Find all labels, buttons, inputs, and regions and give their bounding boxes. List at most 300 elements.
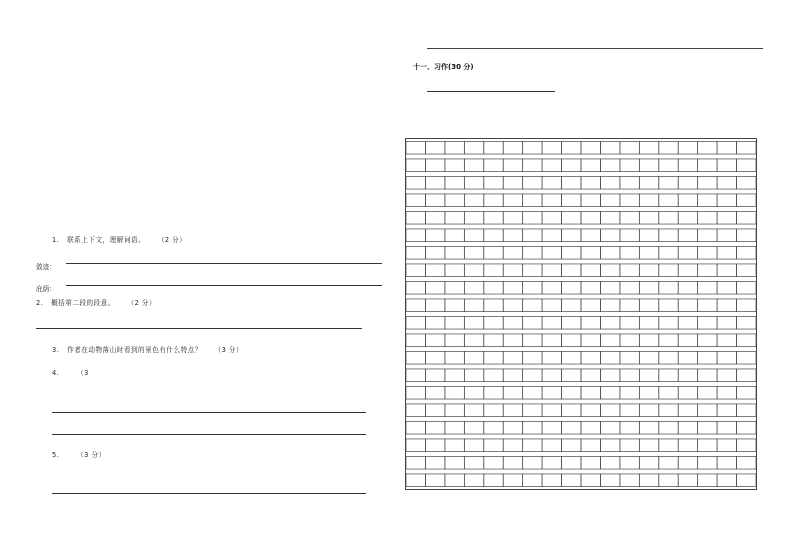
- grid-cell[interactable]: [639, 334, 658, 347]
- grid-cell[interactable]: [562, 316, 581, 329]
- answer-line-q5[interactable]: [52, 493, 366, 494]
- grid-cell[interactable]: [503, 351, 522, 364]
- grid-cell[interactable]: [620, 246, 639, 259]
- grid-cell[interactable]: [425, 281, 444, 294]
- grid-cell[interactable]: [562, 421, 581, 434]
- grid-cell[interactable]: [464, 316, 483, 329]
- grid-cell[interactable]: [659, 159, 678, 172]
- grid-cell[interactable]: [737, 316, 756, 329]
- grid-cell[interactable]: [581, 316, 600, 329]
- grid-cell[interactable]: [523, 369, 542, 382]
- grid-cell[interactable]: [464, 159, 483, 172]
- grid-cell[interactable]: [717, 404, 736, 417]
- grid-cell[interactable]: [717, 299, 736, 312]
- grid-cell[interactable]: [678, 211, 697, 224]
- grid-cell[interactable]: [698, 264, 717, 277]
- grid-cell[interactable]: [659, 246, 678, 259]
- grid-cell[interactable]: [464, 211, 483, 224]
- grid-cell[interactable]: [581, 386, 600, 399]
- grid-cell[interactable]: [737, 351, 756, 364]
- vocab-answer-line-2[interactable]: [66, 285, 382, 286]
- grid-cell[interactable]: [445, 421, 464, 434]
- grid-cell[interactable]: [620, 439, 639, 452]
- grid-cell[interactable]: [737, 299, 756, 312]
- grid-cell[interactable]: [620, 456, 639, 469]
- grid-cell[interactable]: [503, 299, 522, 312]
- grid-cell[interactable]: [542, 229, 561, 242]
- grid-cell[interactable]: [620, 141, 639, 154]
- grid-cell[interactable]: [737, 194, 756, 207]
- grid-cell[interactable]: [562, 159, 581, 172]
- grid-cell[interactable]: [425, 194, 444, 207]
- grid-cell[interactable]: [523, 456, 542, 469]
- grid-cell[interactable]: [600, 439, 619, 452]
- grid-cell[interactable]: [659, 141, 678, 154]
- grid-cell[interactable]: [581, 211, 600, 224]
- grid-cell[interactable]: [737, 141, 756, 154]
- grid-cell[interactable]: [659, 369, 678, 382]
- grid-cell[interactable]: [639, 474, 658, 487]
- grid-cell[interactable]: [581, 229, 600, 242]
- grid-cell[interactable]: [678, 474, 697, 487]
- grid-cell[interactable]: [678, 334, 697, 347]
- grid-cell[interactable]: [406, 386, 425, 399]
- grid-cell[interactable]: [523, 404, 542, 417]
- grid-cell[interactable]: [717, 211, 736, 224]
- grid-cell[interactable]: [445, 474, 464, 487]
- grid-cell[interactable]: [737, 211, 756, 224]
- grid-cell[interactable]: [523, 421, 542, 434]
- grid-cell[interactable]: [698, 229, 717, 242]
- grid-cell[interactable]: [406, 369, 425, 382]
- grid-cell[interactable]: [425, 404, 444, 417]
- grid-cell[interactable]: [523, 386, 542, 399]
- grid-cell[interactable]: [581, 246, 600, 259]
- grid-cell[interactable]: [600, 474, 619, 487]
- grid-cell[interactable]: [425, 474, 444, 487]
- grid-cell[interactable]: [581, 474, 600, 487]
- grid-cell[interactable]: [562, 386, 581, 399]
- grid-cell[interactable]: [542, 474, 561, 487]
- grid-cell[interactable]: [717, 474, 736, 487]
- grid-cell[interactable]: [542, 159, 561, 172]
- grid-cell[interactable]: [737, 421, 756, 434]
- grid-cell[interactable]: [659, 176, 678, 189]
- grid-cell[interactable]: [464, 439, 483, 452]
- answer-line-q2[interactable]: [36, 328, 362, 329]
- grid-cell[interactable]: [620, 386, 639, 399]
- grid-cell[interactable]: [600, 246, 619, 259]
- grid-cell[interactable]: [542, 264, 561, 277]
- grid-cell[interactable]: [600, 229, 619, 242]
- grid-cell[interactable]: [464, 334, 483, 347]
- grid-cell[interactable]: [562, 456, 581, 469]
- grid-cell[interactable]: [542, 456, 561, 469]
- grid-cell[interactable]: [562, 281, 581, 294]
- grid-cell[interactable]: [639, 141, 658, 154]
- grid-cell[interactable]: [620, 281, 639, 294]
- grid-cell[interactable]: [464, 194, 483, 207]
- grid-cell[interactable]: [406, 159, 425, 172]
- grid-cell[interactable]: [425, 211, 444, 224]
- grid-cell[interactable]: [698, 351, 717, 364]
- grid-cell[interactable]: [445, 264, 464, 277]
- grid-cell[interactable]: [464, 246, 483, 259]
- grid-cell[interactable]: [737, 281, 756, 294]
- grid-cell[interactable]: [678, 229, 697, 242]
- grid-cell[interactable]: [581, 439, 600, 452]
- grid-cell[interactable]: [678, 404, 697, 417]
- grid-cell[interactable]: [503, 334, 522, 347]
- grid-cell[interactable]: [562, 176, 581, 189]
- grid-cell[interactable]: [678, 159, 697, 172]
- grid-cell[interactable]: [464, 369, 483, 382]
- grid-cell[interactable]: [717, 351, 736, 364]
- grid-cell[interactable]: [484, 281, 503, 294]
- grid-cell[interactable]: [464, 421, 483, 434]
- grid-cell[interactable]: [581, 421, 600, 434]
- grid-cell[interactable]: [600, 386, 619, 399]
- grid-cell[interactable]: [717, 176, 736, 189]
- grid-cell[interactable]: [659, 299, 678, 312]
- grid-cell[interactable]: [464, 299, 483, 312]
- grid-cell[interactable]: [737, 176, 756, 189]
- grid-cell[interactable]: [406, 246, 425, 259]
- grid-cell[interactable]: [542, 334, 561, 347]
- grid-cell[interactable]: [737, 369, 756, 382]
- grid-cell[interactable]: [406, 474, 425, 487]
- grid-cell[interactable]: [678, 369, 697, 382]
- grid-cell[interactable]: [600, 334, 619, 347]
- grid-cell[interactable]: [698, 281, 717, 294]
- grid-cell[interactable]: [600, 316, 619, 329]
- grid-cell[interactable]: [678, 246, 697, 259]
- grid-cell[interactable]: [445, 334, 464, 347]
- grid-cell[interactable]: [445, 439, 464, 452]
- grid-cell[interactable]: [659, 386, 678, 399]
- grid-cell[interactable]: [581, 334, 600, 347]
- grid-cell[interactable]: [600, 211, 619, 224]
- grid-cell[interactable]: [445, 281, 464, 294]
- grid-cell[interactable]: [523, 439, 542, 452]
- grid-cell[interactable]: [698, 159, 717, 172]
- grid-cell[interactable]: [678, 456, 697, 469]
- grid-cell[interactable]: [581, 456, 600, 469]
- grid-cell[interactable]: [406, 299, 425, 312]
- grid-cell[interactable]: [639, 404, 658, 417]
- grid-cell[interactable]: [406, 421, 425, 434]
- grid-cell[interactable]: [425, 351, 444, 364]
- grid-cell[interactable]: [523, 474, 542, 487]
- grid-cell[interactable]: [737, 159, 756, 172]
- grid-cell[interactable]: [581, 141, 600, 154]
- grid-cell[interactable]: [562, 229, 581, 242]
- grid-cell[interactable]: [698, 176, 717, 189]
- grid-cell[interactable]: [639, 246, 658, 259]
- grid-cell[interactable]: [639, 299, 658, 312]
- grid-cell[interactable]: [737, 456, 756, 469]
- grid-cell[interactable]: [620, 264, 639, 277]
- grid-cell[interactable]: [425, 439, 444, 452]
- grid-cell[interactable]: [659, 194, 678, 207]
- grid-cell[interactable]: [659, 421, 678, 434]
- grid-cell[interactable]: [562, 211, 581, 224]
- grid-cell[interactable]: [484, 421, 503, 434]
- grid-cell[interactable]: [484, 211, 503, 224]
- grid-cell[interactable]: [484, 439, 503, 452]
- answer-line-q4-1[interactable]: [52, 412, 366, 413]
- grid-cell[interactable]: [717, 421, 736, 434]
- grid-cell[interactable]: [639, 386, 658, 399]
- grid-cell[interactable]: [639, 211, 658, 224]
- grid-cell[interactable]: [717, 229, 736, 242]
- grid-cell[interactable]: [503, 369, 522, 382]
- grid-cell[interactable]: [542, 421, 561, 434]
- grid-cell[interactable]: [484, 299, 503, 312]
- grid-cell[interactable]: [678, 299, 697, 312]
- grid-cell[interactable]: [523, 334, 542, 347]
- grid-cell[interactable]: [425, 299, 444, 312]
- grid-cell[interactable]: [698, 334, 717, 347]
- grid-cell[interactable]: [503, 316, 522, 329]
- grid-cell[interactable]: [523, 194, 542, 207]
- grid-cell[interactable]: [581, 404, 600, 417]
- grid-cell[interactable]: [484, 369, 503, 382]
- grid-cell[interactable]: [523, 229, 542, 242]
- top-answer-line[interactable]: [427, 48, 763, 49]
- grid-cell[interactable]: [484, 351, 503, 364]
- grid-cell[interactable]: [698, 474, 717, 487]
- grid-cell[interactable]: [737, 386, 756, 399]
- grid-cell[interactable]: [620, 299, 639, 312]
- grid-cell[interactable]: [425, 456, 444, 469]
- grid-cell[interactable]: [717, 141, 736, 154]
- grid-cell[interactable]: [464, 351, 483, 364]
- grid-cell[interactable]: [484, 316, 503, 329]
- grid-cell[interactable]: [678, 281, 697, 294]
- grid-cell[interactable]: [425, 159, 444, 172]
- grid-cell[interactable]: [659, 351, 678, 364]
- grid-cell[interactable]: [484, 141, 503, 154]
- grid-cell[interactable]: [717, 334, 736, 347]
- grid-cell[interactable]: [678, 176, 697, 189]
- grid-cell[interactable]: [542, 141, 561, 154]
- grid-cell[interactable]: [717, 246, 736, 259]
- grid-cell[interactable]: [562, 404, 581, 417]
- writing-grid[interactable]: [405, 138, 757, 490]
- grid-cell[interactable]: [620, 211, 639, 224]
- grid-cell[interactable]: [639, 264, 658, 277]
- grid-cell[interactable]: [464, 474, 483, 487]
- grid-cell[interactable]: [737, 229, 756, 242]
- grid-cell[interactable]: [600, 159, 619, 172]
- grid-cell[interactable]: [542, 211, 561, 224]
- grid-cell[interactable]: [503, 176, 522, 189]
- grid-cell[interactable]: [600, 264, 619, 277]
- grid-cell[interactable]: [464, 404, 483, 417]
- grid-cell[interactable]: [523, 264, 542, 277]
- grid-cell[interactable]: [425, 421, 444, 434]
- grid-cell[interactable]: [445, 194, 464, 207]
- grid-cell[interactable]: [698, 386, 717, 399]
- grid-cell[interactable]: [562, 474, 581, 487]
- grid-cell[interactable]: [562, 299, 581, 312]
- grid-cell[interactable]: [678, 439, 697, 452]
- grid-cell[interactable]: [737, 474, 756, 487]
- grid-cell[interactable]: [445, 299, 464, 312]
- grid-cell[interactable]: [698, 299, 717, 312]
- grid-cell[interactable]: [445, 159, 464, 172]
- grid-cell[interactable]: [698, 439, 717, 452]
- grid-cell[interactable]: [678, 264, 697, 277]
- grid-cell[interactable]: [639, 351, 658, 364]
- grid-cell[interactable]: [503, 141, 522, 154]
- grid-cell[interactable]: [406, 264, 425, 277]
- grid-cell[interactable]: [445, 246, 464, 259]
- grid-cell[interactable]: [562, 369, 581, 382]
- grid-cell[interactable]: [659, 229, 678, 242]
- grid-cell[interactable]: [600, 351, 619, 364]
- grid-cell[interactable]: [698, 141, 717, 154]
- grid-cell[interactable]: [464, 386, 483, 399]
- grid-cell[interactable]: [484, 176, 503, 189]
- grid-cell[interactable]: [503, 421, 522, 434]
- grid-cell[interactable]: [503, 439, 522, 452]
- grid-cell[interactable]: [717, 316, 736, 329]
- grid-cell[interactable]: [542, 386, 561, 399]
- grid-cell[interactable]: [620, 194, 639, 207]
- grid-cell[interactable]: [678, 351, 697, 364]
- grid-cell[interactable]: [425, 176, 444, 189]
- grid-cell[interactable]: [484, 474, 503, 487]
- grid-cell[interactable]: [542, 316, 561, 329]
- grid-cell[interactable]: [717, 456, 736, 469]
- grid-cell[interactable]: [717, 281, 736, 294]
- grid-cell[interactable]: [503, 386, 522, 399]
- grid-cell[interactable]: [620, 474, 639, 487]
- grid-cell[interactable]: [425, 316, 444, 329]
- grid-cell[interactable]: [717, 159, 736, 172]
- grid-cell[interactable]: [445, 211, 464, 224]
- grid-cell[interactable]: [659, 211, 678, 224]
- grid-cell[interactable]: [523, 281, 542, 294]
- grid-cell[interactable]: [406, 404, 425, 417]
- grid-cell[interactable]: [659, 264, 678, 277]
- grid-cell[interactable]: [406, 334, 425, 347]
- grid-cell[interactable]: [581, 159, 600, 172]
- grid-cell[interactable]: [406, 456, 425, 469]
- grid-cell[interactable]: [562, 141, 581, 154]
- grid-cell[interactable]: [600, 281, 619, 294]
- grid-cell[interactable]: [600, 176, 619, 189]
- grid-cell[interactable]: [523, 246, 542, 259]
- title-blank[interactable]: [427, 83, 555, 92]
- grid-cell[interactable]: [445, 316, 464, 329]
- grid-cell[interactable]: [600, 369, 619, 382]
- grid-cell[interactable]: [581, 176, 600, 189]
- grid-cell[interactable]: [620, 421, 639, 434]
- grid-cell[interactable]: [678, 316, 697, 329]
- grid-cell[interactable]: [523, 159, 542, 172]
- grid-cell[interactable]: [562, 194, 581, 207]
- grid-cell[interactable]: [484, 264, 503, 277]
- grid-cell[interactable]: [425, 264, 444, 277]
- grid-cell[interactable]: [678, 386, 697, 399]
- grid-cell[interactable]: [639, 439, 658, 452]
- grid-cell[interactable]: [717, 439, 736, 452]
- grid-cell[interactable]: [542, 281, 561, 294]
- grid-cell[interactable]: [581, 194, 600, 207]
- grid-cell[interactable]: [562, 246, 581, 259]
- grid-cell[interactable]: [737, 404, 756, 417]
- grid-cell[interactable]: [503, 194, 522, 207]
- grid-cell[interactable]: [698, 404, 717, 417]
- grid-cell[interactable]: [639, 456, 658, 469]
- grid-cell[interactable]: [562, 334, 581, 347]
- grid-cell[interactable]: [659, 404, 678, 417]
- grid-cell[interactable]: [717, 369, 736, 382]
- vocab-answer-line-1[interactable]: [66, 263, 382, 264]
- grid-cell[interactable]: [425, 334, 444, 347]
- grid-cell[interactable]: [523, 211, 542, 224]
- grid-cell[interactable]: [464, 176, 483, 189]
- grid-cell[interactable]: [503, 264, 522, 277]
- grid-cell[interactable]: [523, 351, 542, 364]
- grid-cell[interactable]: [484, 194, 503, 207]
- grid-cell[interactable]: [484, 386, 503, 399]
- grid-cell[interactable]: [542, 246, 561, 259]
- grid-cell[interactable]: [639, 194, 658, 207]
- grid-cell[interactable]: [581, 264, 600, 277]
- grid-cell[interactable]: [620, 334, 639, 347]
- grid-cell[interactable]: [445, 369, 464, 382]
- grid-cell[interactable]: [484, 404, 503, 417]
- grid-cell[interactable]: [562, 439, 581, 452]
- grid-cell[interactable]: [562, 351, 581, 364]
- grid-cell[interactable]: [503, 474, 522, 487]
- grid-cell[interactable]: [484, 246, 503, 259]
- grid-cell[interactable]: [445, 351, 464, 364]
- grid-cell[interactable]: [542, 369, 561, 382]
- grid-cell[interactable]: [406, 141, 425, 154]
- grid-cell[interactable]: [406, 229, 425, 242]
- grid-cell[interactable]: [600, 421, 619, 434]
- grid-cell[interactable]: [737, 264, 756, 277]
- grid-cell[interactable]: [698, 456, 717, 469]
- grid-cell[interactable]: [445, 404, 464, 417]
- grid-cell[interactable]: [698, 316, 717, 329]
- grid-cell[interactable]: [425, 369, 444, 382]
- grid-cell[interactable]: [425, 246, 444, 259]
- grid-cell[interactable]: [620, 159, 639, 172]
- grid-cell[interactable]: [639, 281, 658, 294]
- grid-cell[interactable]: [717, 386, 736, 399]
- grid-cell[interactable]: [639, 176, 658, 189]
- grid-cell[interactable]: [678, 141, 697, 154]
- grid-cell[interactable]: [503, 246, 522, 259]
- grid-cell[interactable]: [639, 159, 658, 172]
- grid-cell[interactable]: [639, 421, 658, 434]
- grid-cell[interactable]: [639, 316, 658, 329]
- grid-cell[interactable]: [581, 369, 600, 382]
- grid-cell[interactable]: [737, 246, 756, 259]
- grid-cell[interactable]: [600, 194, 619, 207]
- grid-cell[interactable]: [678, 421, 697, 434]
- grid-cell[interactable]: [600, 299, 619, 312]
- grid-cell[interactable]: [464, 229, 483, 242]
- grid-cell[interactable]: [445, 141, 464, 154]
- grid-cell[interactable]: [659, 334, 678, 347]
